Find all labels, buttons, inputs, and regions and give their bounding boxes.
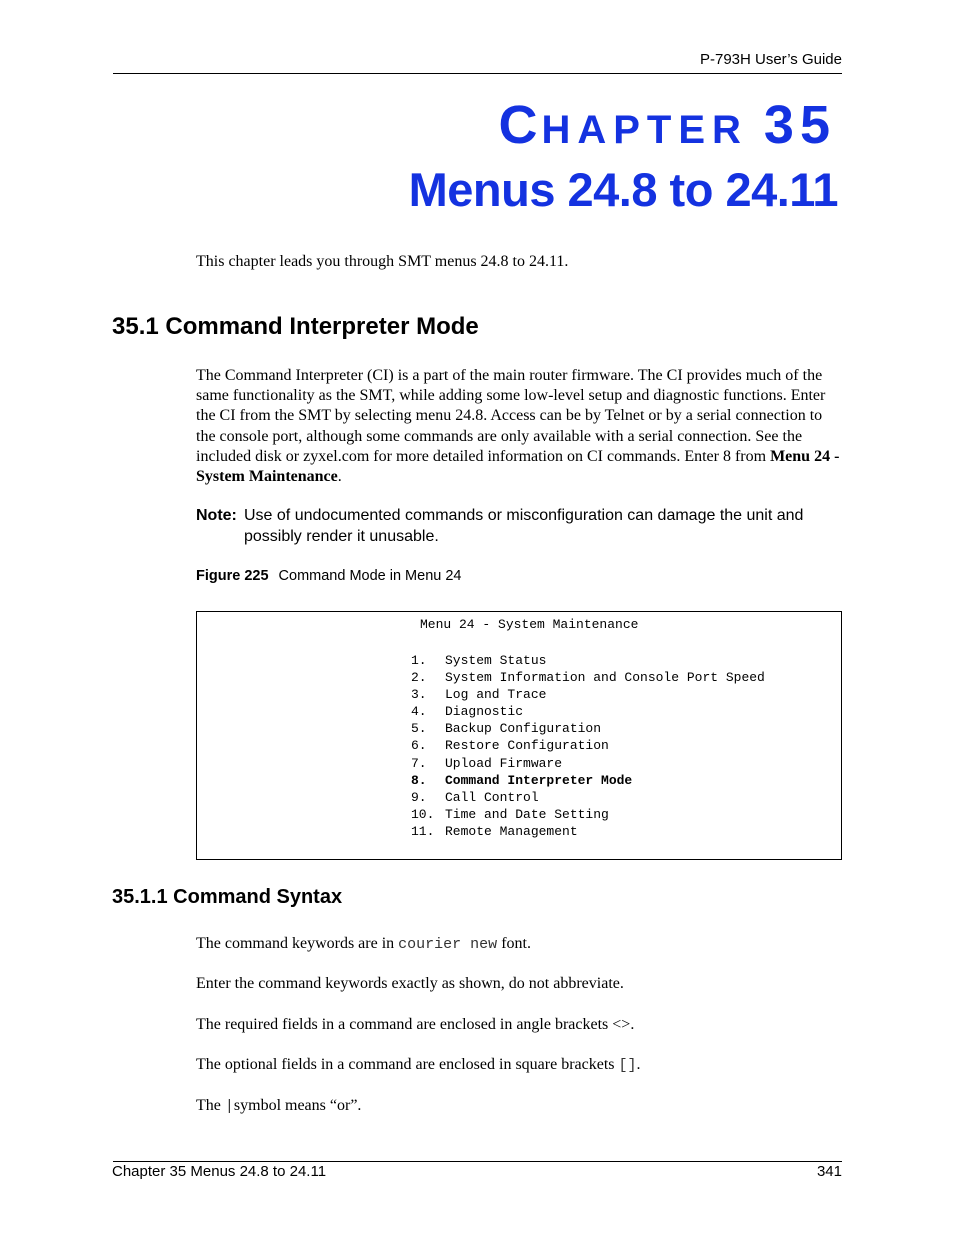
menu-item-number: 9. bbox=[411, 789, 427, 805]
menu-screen-box bbox=[196, 611, 842, 860]
figure-caption-text: Command Mode in Menu 24 bbox=[278, 568, 462, 584]
footer-chapter-title: Chapter 35 Menus 24.8 to 24.11 bbox=[112, 1163, 327, 1180]
p1-after: font. bbox=[497, 935, 531, 952]
menu-item bbox=[411, 823, 765, 840]
menu-item-label: Remote Management bbox=[445, 823, 578, 839]
p4-code: [] bbox=[618, 1057, 637, 1074]
menu-item-label: Upload Firmware bbox=[445, 755, 563, 771]
menu-item-label: Time and Date Setting bbox=[445, 806, 609, 822]
menu-item-number: 10. bbox=[411, 806, 435, 822]
menu-item-label: System Status bbox=[445, 653, 547, 668]
intro-paragraph: This chapter leads you through SMT menus 24.8 to 24.11. bbox=[196, 253, 569, 270]
menu-item bbox=[411, 806, 765, 823]
p4-after: . bbox=[636, 1056, 641, 1073]
note-label: Note: bbox=[196, 507, 237, 524]
menu-item-number: 2. bbox=[411, 670, 427, 686]
menu-item-list bbox=[411, 652, 765, 840]
menu-item bbox=[411, 789, 765, 806]
syntax-paragraph-3: The required fields in a command are enclosed in angle brackets <>. bbox=[196, 1016, 635, 1033]
syntax-paragraph-1 bbox=[196, 934, 842, 955]
menu-item bbox=[411, 652, 765, 669]
p5-code: | bbox=[224, 1098, 234, 1115]
menu-item bbox=[411, 703, 765, 720]
figure-caption bbox=[196, 568, 462, 584]
footer-rule bbox=[113, 1161, 842, 1162]
menu-title: Menu 24 - System Maintenance bbox=[420, 617, 639, 632]
page-number: 341 bbox=[816, 1163, 842, 1180]
menu-item-label: Diagnostic bbox=[445, 704, 524, 720]
chapter-title: Menus 24.8 to 24.11 bbox=[408, 163, 838, 216]
menu-item bbox=[411, 720, 765, 737]
chapter-label bbox=[498, 95, 836, 155]
menu-reference: Menu 24 - System Maintenance bbox=[196, 447, 840, 486]
menu-item bbox=[411, 737, 765, 754]
menu-item-number: 3. bbox=[411, 687, 427, 703]
p5-after: symbol means “or”. bbox=[233, 1097, 362, 1114]
menu-item-label: Command Interpreter Mode bbox=[445, 772, 633, 788]
section-heading-35-1-1: 35.1.1 Command Syntax bbox=[112, 886, 343, 908]
chapter-label-rest: HAPTER bbox=[541, 108, 748, 152]
menu-item-number: 5. bbox=[411, 721, 427, 737]
chapter-label-initial: C bbox=[498, 95, 542, 155]
menu-item-number: 7. bbox=[411, 755, 427, 771]
running-header: P-793H User’s Guide bbox=[699, 51, 842, 68]
menu-item-number: 1. bbox=[411, 653, 427, 668]
menu-item-number: 11. bbox=[411, 823, 435, 839]
note-text: Use of undocumented commands or misconfiguration can damage the unit and possibly render it unusable. bbox=[244, 507, 804, 545]
chapter-number: 35 bbox=[763, 95, 836, 155]
menu-item-number: 4. bbox=[411, 704, 427, 720]
menu-item-label: Call Control bbox=[445, 789, 539, 805]
syntax-paragraph-2: Enter the command keywords exactly as shown, do not abbreviate. bbox=[196, 975, 624, 992]
menu-item-label: Log and Trace bbox=[445, 687, 547, 703]
menu-item-number: 6. bbox=[411, 738, 427, 754]
menu-item-label: Backup Configuration bbox=[445, 721, 602, 737]
p1-code: courier new bbox=[398, 936, 498, 953]
section-35-1-paragraph bbox=[196, 366, 842, 487]
paragraph-end: . bbox=[337, 468, 342, 486]
menu-item bbox=[411, 772, 765, 789]
p5-before: The bbox=[196, 1097, 225, 1114]
syntax-paragraph-5 bbox=[196, 1096, 842, 1117]
p1-before: The command keywords are in bbox=[196, 935, 399, 952]
menu-item bbox=[411, 669, 765, 686]
menu-item bbox=[411, 686, 765, 703]
menu-item-label: System Information and Console Port Speed bbox=[445, 670, 765, 686]
paragraph-text: The Command Interpreter (CI) is a part of the main router firmware. The CI provides much of the same functionality as the SMT, while adding some low-level setup and diagnostic functions. Enter the CI from the SMT by selecting menu 24.8. Access can be by Telnet or by a serial connection to the console port, although some commands are only available with a serial connection. See the included disk or zyxel.com for more detailed information on CI commands. Enter 8 from bbox=[196, 367, 826, 465]
section-heading-35-1: 35.1 Command Interpreter Mode bbox=[112, 313, 479, 340]
p4-before: The optional fields in a command are enclosed in square brackets bbox=[196, 1056, 619, 1073]
menu-item bbox=[411, 755, 765, 772]
header-rule bbox=[113, 73, 842, 74]
menu-item-label: Restore Configuration bbox=[445, 738, 609, 754]
figure-label: Figure 225 bbox=[196, 568, 269, 584]
syntax-paragraph-4 bbox=[196, 1055, 842, 1076]
menu-item-number: 8. bbox=[411, 772, 427, 788]
